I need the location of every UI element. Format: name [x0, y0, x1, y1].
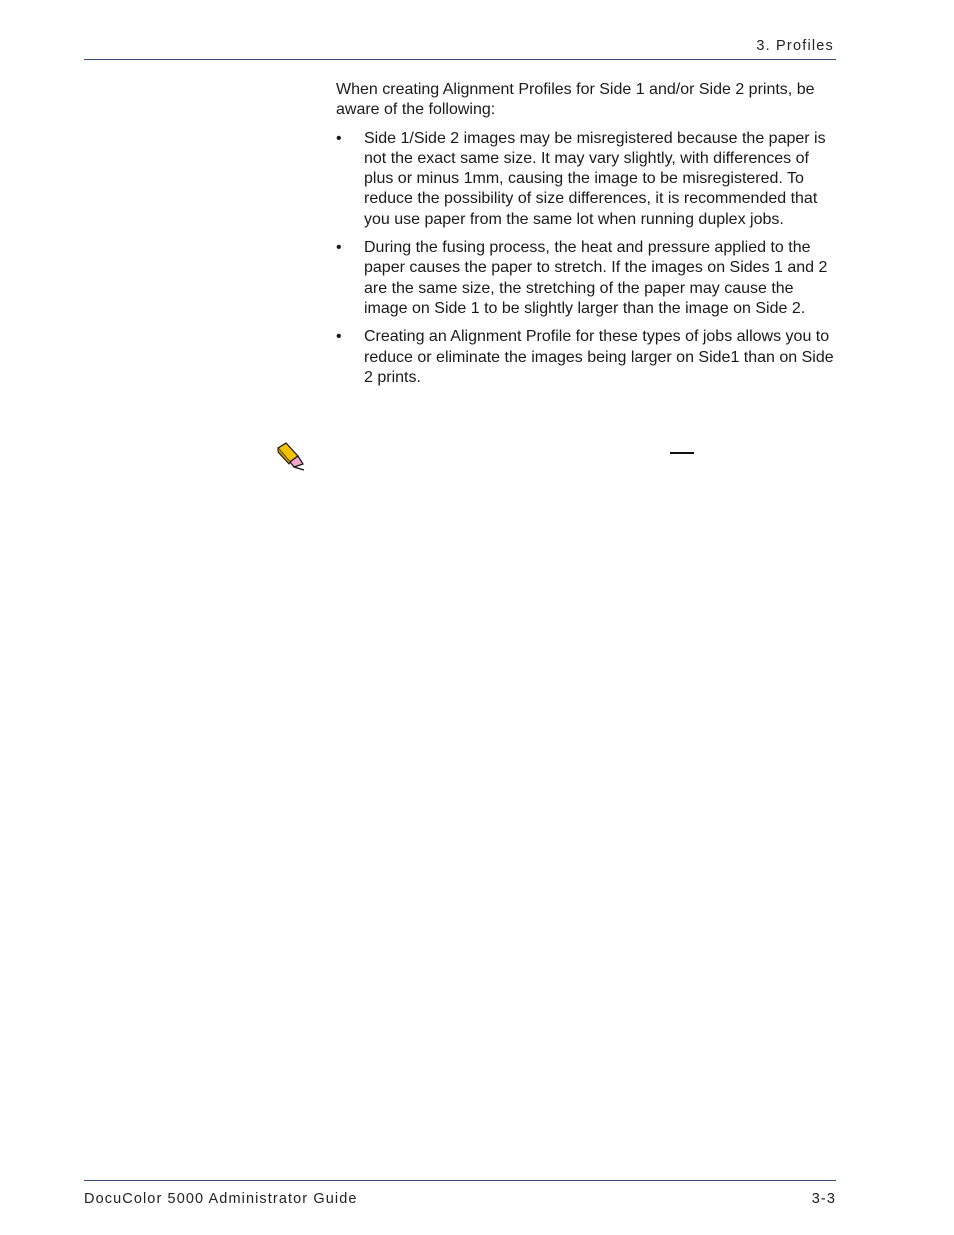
bullet-text: Creating an Alignment Profile for these types of jobs allows you to reduce or eliminate the images being larger on Side1 than on Side 2 prints. — [364, 328, 834, 386]
bullet-text: Side 1/Side 2 images may be misregistered because the paper is not the exact same size. It may vary slightly, with differences of plus or minus 1mm, causing the image to be misregistered. To reduce the possibility of size differences, it is recommended that you use paper from the same lot when running duplex jobs. — [364, 129, 826, 228]
header-rule — [84, 59, 836, 60]
note-pencil-icon — [276, 442, 308, 472]
intro-paragraph: When creating Alignment Profiles for Side 1 and/or Side 2 prints, be aware of the following: — [336, 81, 815, 119]
bullet-list — [336, 129, 836, 389]
footer-rule — [84, 1180, 836, 1181]
list-item — [336, 238, 836, 319]
main-content — [336, 80, 836, 396]
bullet-mark: • — [336, 239, 342, 257]
bullet-mark: • — [336, 328, 342, 346]
note-dash — [670, 452, 694, 454]
bullet-mark: • — [336, 129, 342, 147]
bullet-text: During the fusing process, the heat and pressure applied to the paper causes the paper to stretch. If the images on Sides 1 and 2 are the same size, the stretching of the paper may cause the image on Side 1 to be slightly larger than the image on Side 2. — [364, 239, 828, 317]
footer-document-title: DocuColor 5000 Administrator Guide — [84, 1191, 358, 1207]
footer-page-number: 3-3 — [811, 1191, 836, 1207]
list-item — [336, 327, 836, 388]
running-header-section: 3. Profiles — [756, 38, 834, 54]
list-item — [336, 129, 836, 230]
